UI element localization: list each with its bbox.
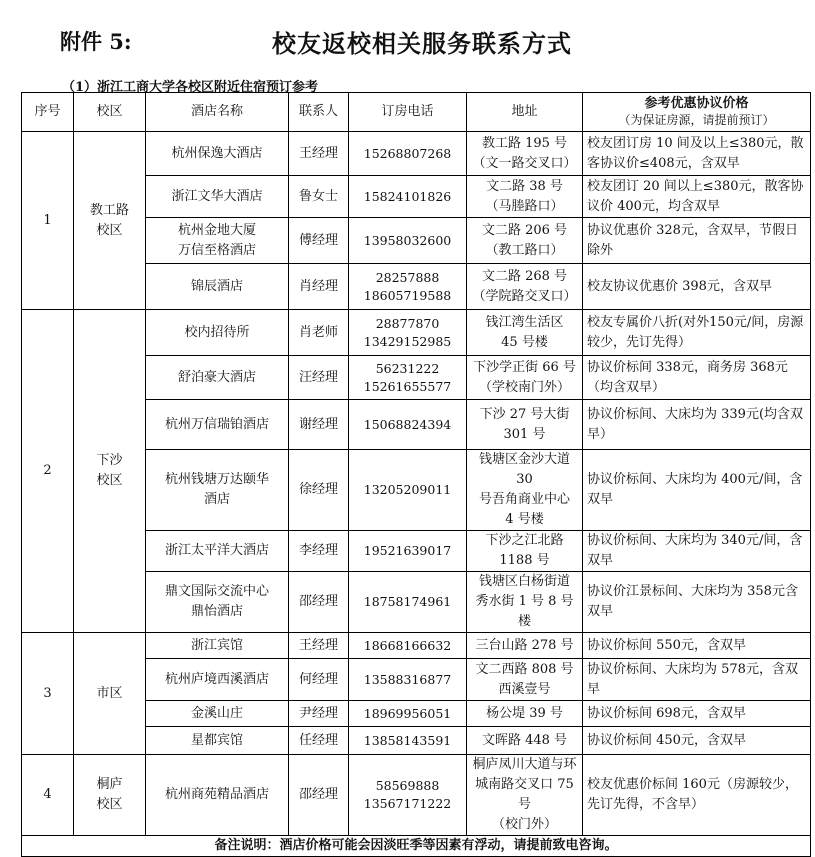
price-info: 协议价标间 450元，含双早 [583,727,811,755]
price-header-title: 参考优惠协议价格 [644,96,749,111]
hotel-name: 浙江文华大酒店 [146,176,289,218]
hotel-table [21,92,811,857]
contact-person: 何经理 [289,659,349,701]
hotel-name: 浙江太平洋大酒店 [146,531,289,572]
price-info: 校友专属价八折(对外150元/间，房源较少，先订先得） [583,310,811,356]
price-info: 协议价标间 550元，含双早 [583,633,811,659]
hotel-name: 金溪山庄 [146,701,289,727]
row-number: 3 [22,633,74,755]
booking-phone: 18668166632 [349,633,467,659]
col-header-address: 地址 [467,93,583,132]
hotel-address: 下沙 27 号大街 301 号 [467,400,583,450]
campus-name: 教工路 校区 [74,132,146,310]
campus-name: 市区 [74,633,146,755]
hotel-address: 杨公堤 39 号 [467,701,583,727]
price-info: 校友团订房 10 间及以上≤380元，散客协议价≤408元，含双早 [583,132,811,176]
hotel-address: 下沙之江北路 1188 号 [467,531,583,572]
hotel-address: 文二西路 808 号 西溪壹号 [467,659,583,701]
table-row [22,310,811,356]
booking-phone: 13205209011 [349,450,467,531]
booking-phone: 28257888 18605719588 [349,264,467,310]
booking-phone: 18969956051 [349,701,467,727]
booking-phone: 15268807268 [349,132,467,176]
campus-name: 桐庐 校区 [74,755,146,836]
campus-name: 下沙 校区 [74,310,146,633]
section-subtitle: （1）浙江工商大学各校区附近住宿预订参考 [62,80,319,95]
col-header-price [583,93,811,132]
price-header-subtitle: （为保证房源，请提前预订） [618,113,775,127]
booking-phone: 13958032600 [349,218,467,264]
hotel-name: 杭州万信瑞铂酒店 [146,400,289,450]
hotel-name: 杭州庐境西溪酒店 [146,659,289,701]
hotel-address: 文二路 38 号 （马塍路口） [467,176,583,218]
contact-person: 李经理 [289,531,349,572]
table-row [22,633,811,659]
booking-phone: 13588316877 [349,659,467,701]
price-info: 协议价标间 338元，商务房 368元（均含双早） [583,356,811,400]
table-header-row [22,93,811,132]
hotel-name: 杭州金地大厦 万信至格酒店 [146,218,289,264]
hotel-address: 钱塘区白杨街道 秀水街 1 号 8 号楼 [467,572,583,633]
hotel-name: 锦辰酒店 [146,264,289,310]
col-header-contact: 联系人 [289,93,349,132]
col-header-hotel: 酒店名称 [146,93,289,132]
contact-person: 邵经理 [289,572,349,633]
price-info: 协议价标间、大床均为 578元，含双早 [583,659,811,701]
booking-phone: 13858143591 [349,727,467,755]
price-info: 协议价标间、大床均为 339元(均含双早） [583,400,811,450]
price-info: 协议价标间、大床均为 400元/间，含双早 [583,450,811,531]
price-info: 校友优惠价标间 160元（房源较少，先订先得，不含早） [583,755,811,836]
contact-person: 王经理 [289,132,349,176]
hotel-name: 浙江宾馆 [146,633,289,659]
hotel-name: 舒泊豪大酒店 [146,356,289,400]
hotel-address: 三台山路 278 号 [467,633,583,659]
contact-person: 汪经理 [289,356,349,400]
row-number: 1 [22,132,74,310]
booking-phone: 19521639017 [349,531,467,572]
col-header-campus: 校区 [74,93,146,132]
hotel-name: 校内招待所 [146,310,289,356]
price-info: 协议优惠价 328元，含双早，节假日除外 [583,218,811,264]
hotel-address: 教工路 195 号 （文一路交叉口） [467,132,583,176]
booking-phone: 15068824394 [349,400,467,450]
hotel-name: 星都宾馆 [146,727,289,755]
hotel-address: 钱江湾生活区 45 号楼 [467,310,583,356]
row-number: 2 [22,310,74,633]
hotel-address: 下沙学正街 66 号 （学校南门外） [467,356,583,400]
contact-person: 傅经理 [289,218,349,264]
contact-person: 肖经理 [289,264,349,310]
price-info: 校友协议优惠价 398元，含双早 [583,264,811,310]
price-info: 协议价江景标间、大床均为 358元含双早 [583,572,811,633]
price-info: 协议价标间 698元，含双早 [583,701,811,727]
booking-phone: 28877870 13429152985 [349,310,467,356]
col-header-phone: 订房电话 [349,93,467,132]
contact-person: 肖老师 [289,310,349,356]
price-info: 校友团订 20 间以上≤380元，散客协议价 400元，均含双早 [583,176,811,218]
hotel-address: 钱塘区金沙大道 30 号吾角商业中心 4 号楼 [467,450,583,531]
table-body [22,132,811,836]
hotel-name: 杭州商苑精品酒店 [146,755,289,836]
contact-person: 谢经理 [289,400,349,450]
row-number: 4 [22,755,74,836]
contact-person: 邵经理 [289,755,349,836]
booking-phone: 58569888 13567171222 [349,755,467,836]
hotel-address: 文二路 206 号 （教工路口） [467,218,583,264]
footer-note: 备注说明：酒店价格可能会因淡旺季等因素有浮动，请提前致电咨询。 [22,836,811,857]
contact-person: 鲁女士 [289,176,349,218]
hotel-name: 杭州钱塘万达颐华 酒店 [146,450,289,531]
contact-person: 徐经理 [289,450,349,531]
hotel-name: 杭州保逸大酒店 [146,132,289,176]
hotel-address: 文二路 268 号 （学院路交叉口） [467,264,583,310]
booking-phone: 15824101826 [349,176,467,218]
table-row [22,755,811,836]
hotel-name: 鼎文国际交流中心 鼎怡酒店 [146,572,289,633]
hotel-address: 桐庐凤川大道与环 城南路交叉口 75 号 （校门外） [467,755,583,836]
attachment-label: 附件 5: [60,29,132,54]
footer-row [22,836,811,857]
booking-phone: 18758174961 [349,572,467,633]
contact-person: 任经理 [289,727,349,755]
table-row [22,132,811,176]
price-info: 协议价标间、大床均为 340元/间，含双早 [583,531,811,572]
booking-phone: 56231222 15261655577 [349,356,467,400]
hotel-address: 文晖路 448 号 [467,727,583,755]
page-title: 校友返校相关服务联系方式 [272,29,572,58]
contact-person: 尹经理 [289,701,349,727]
col-header-no: 序号 [22,93,74,132]
contact-person: 王经理 [289,633,349,659]
